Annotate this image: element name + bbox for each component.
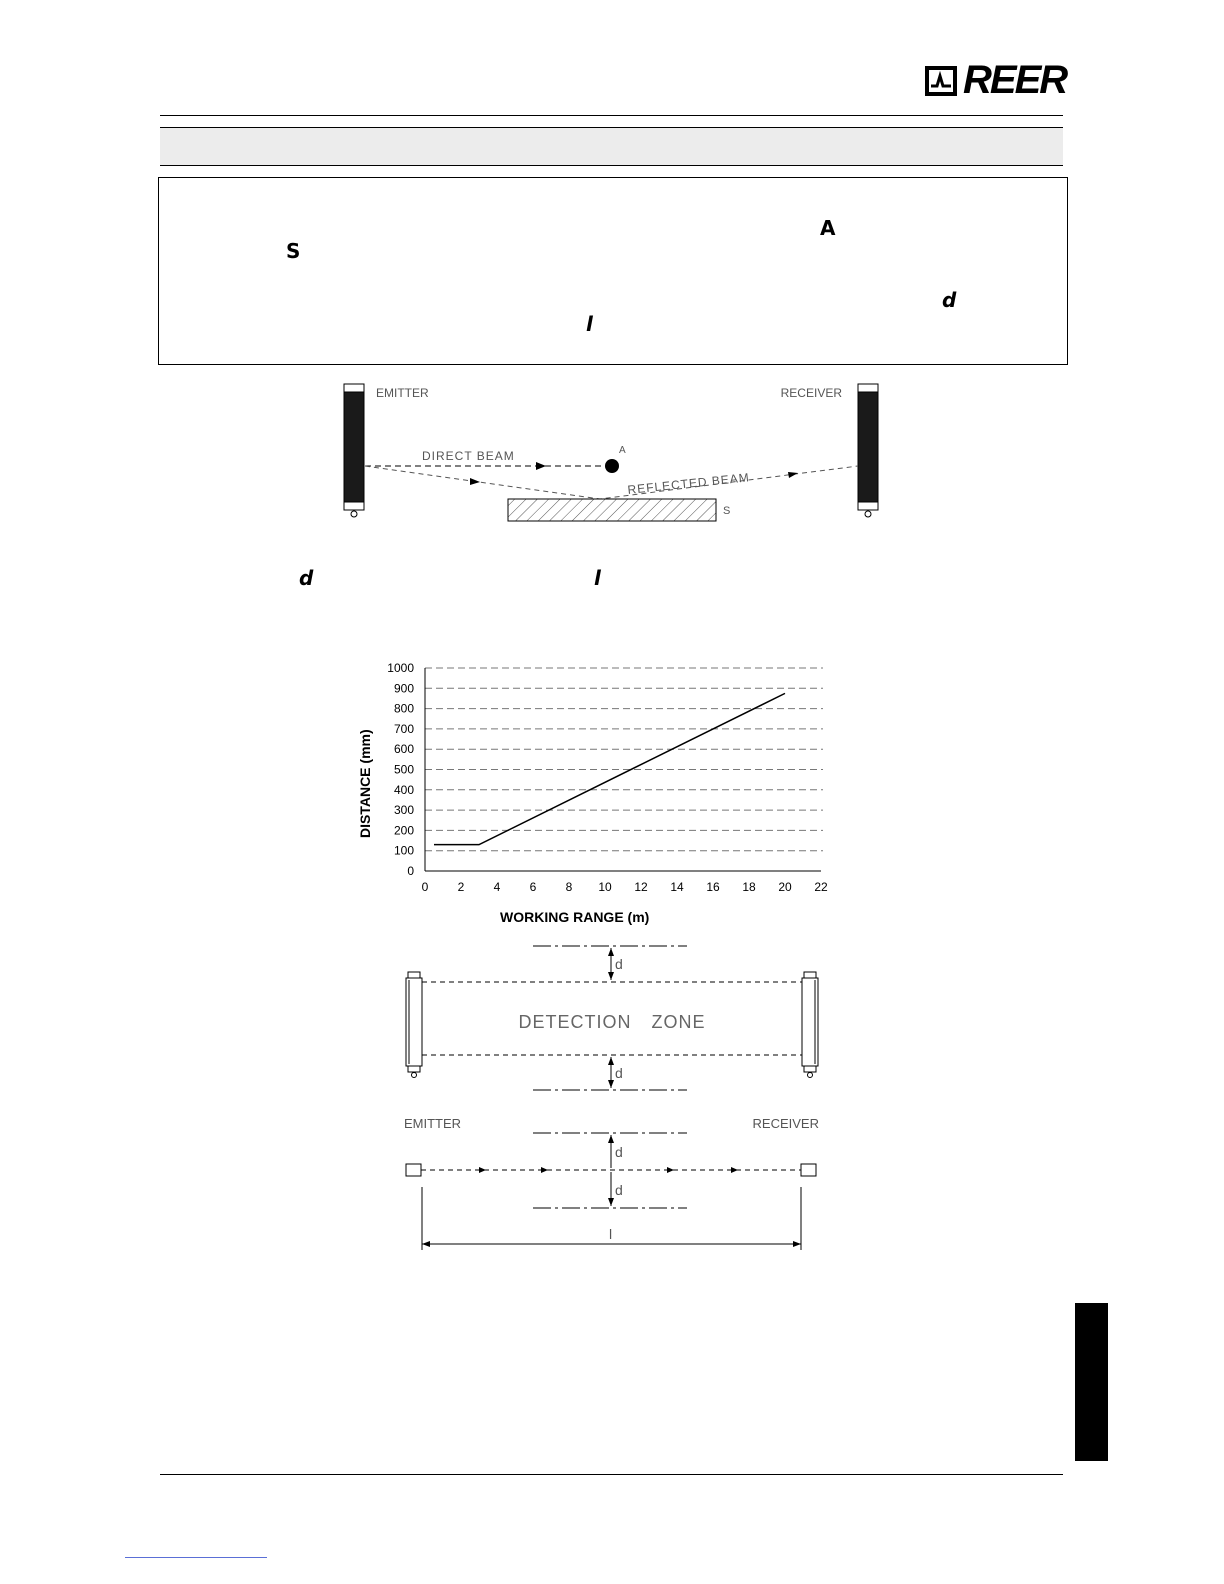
- l-arrow-left-icon: [422, 1241, 430, 1247]
- y-tick-label: 300: [393, 803, 414, 818]
- warning-symbol-obstacle: A: [820, 216, 836, 240]
- receiver-label-2: RECEIVER: [752, 1116, 819, 1131]
- x-tick-label: 4: [493, 880, 501, 894]
- direct-beam-arrow-icon: [536, 462, 546, 470]
- warning-symbol-distance: d: [942, 288, 957, 312]
- header-rule: [160, 115, 1063, 116]
- x-tick-label: 18: [742, 880, 756, 894]
- caption-symbol-length: l: [594, 566, 601, 590]
- footer-link-underline[interactable]: [125, 1557, 267, 1558]
- reflection-diagram: [330, 378, 890, 528]
- l-label: l: [609, 1226, 613, 1242]
- d-label-upper: d: [615, 1144, 623, 1160]
- y-axis-label: DISTANCE (mm): [357, 729, 373, 838]
- surface-label: S: [723, 505, 731, 517]
- section-title-bar: [160, 127, 1063, 166]
- brand-logo: [925, 58, 1067, 104]
- y-tick-label: 500: [393, 762, 414, 777]
- x-tick-label: 10: [598, 880, 612, 894]
- caption-symbol-distance: d: [299, 566, 314, 590]
- arrow-up2-icon: [608, 1057, 614, 1065]
- receiver-column-2: [802, 972, 818, 1078]
- y-tick-label: 900: [393, 681, 414, 696]
- y-tick-label: 100: [393, 843, 414, 858]
- beam-arrow3-icon: [667, 1167, 674, 1173]
- series-line: [434, 693, 785, 844]
- logo-text: REER: [963, 58, 1067, 102]
- l-arrow-right-icon: [793, 1241, 801, 1247]
- arrow-down2-icon: [608, 1080, 614, 1088]
- y-tick-labels: [387, 661, 414, 878]
- arrow-down-icon: [608, 972, 614, 980]
- detection-zone-label: DETECTION ZONE: [518, 1012, 706, 1032]
- x-tick-label: 2: [457, 880, 465, 894]
- x-tick-label: 16: [706, 880, 720, 894]
- beam-arrow2-icon: [541, 1167, 548, 1173]
- emitter-box: [406, 1164, 421, 1176]
- d-label-top: d: [615, 956, 623, 972]
- emitter-column: [344, 384, 364, 517]
- y-tick-label: 600: [393, 742, 414, 757]
- emitter-column-2: [406, 972, 422, 1078]
- detection-zone-diagram: [395, 940, 835, 1260]
- receiver-column: [858, 384, 878, 517]
- y-tick-label: 1000: [387, 661, 414, 675]
- beam-arrow4-icon: [731, 1167, 738, 1173]
- reflective-surface: [508, 499, 716, 521]
- x-tick-label: 6: [529, 880, 537, 894]
- x-tick-label: 14: [670, 880, 684, 894]
- reflected-beam-arrow2-icon: [788, 472, 798, 478]
- emitter-label: EMITTER: [376, 386, 429, 400]
- receiver-label: RECEIVER: [780, 386, 842, 400]
- x-tick-label: 12: [634, 880, 648, 894]
- x-tick-label: 8: [565, 880, 573, 894]
- warning-symbol-surface: S: [286, 239, 301, 263]
- reflected-beam-arrow-icon: [470, 478, 480, 485]
- obstacle-a: [605, 459, 619, 473]
- d-label-lower: d: [615, 1182, 623, 1198]
- x-tick-label: 22: [814, 880, 828, 894]
- x-tick-labels: [422, 880, 828, 894]
- direct-beam-label: DIRECT BEAM: [422, 449, 515, 463]
- side-section-tab: [1075, 1303, 1108, 1461]
- y-tick-label: 400: [393, 782, 414, 797]
- x-tick-label: 0: [421, 880, 429, 894]
- y-tick-label: 800: [393, 701, 414, 716]
- arrow-up-icon: [608, 948, 614, 956]
- d-label-bottom: d: [615, 1065, 623, 1081]
- chart-grid: [425, 668, 823, 851]
- distance-chart: [350, 655, 840, 935]
- x-axis-label: WORKING RANGE (m): [500, 909, 650, 925]
- warning-symbol-length: l: [586, 312, 593, 336]
- arrow-up3-icon: [608, 1135, 614, 1143]
- receiver-box: [801, 1164, 816, 1176]
- warning-box: [158, 177, 1068, 365]
- y-tick-label: 200: [393, 823, 414, 838]
- reflected-beam-label: REFLECTED BEAM: [626, 470, 751, 497]
- arrow-down3-icon: [608, 1198, 614, 1206]
- y-tick-label: 700: [393, 721, 414, 736]
- x-tick-label: 20: [778, 880, 792, 894]
- footer-rule: [160, 1474, 1063, 1475]
- beam-arrow1-icon: [479, 1167, 486, 1173]
- obstacle-label: A: [619, 445, 626, 456]
- emitter-label-2: EMITTER: [404, 1116, 462, 1131]
- logo-mark-icon: [925, 66, 957, 96]
- y-tick-label: 0: [407, 864, 414, 878]
